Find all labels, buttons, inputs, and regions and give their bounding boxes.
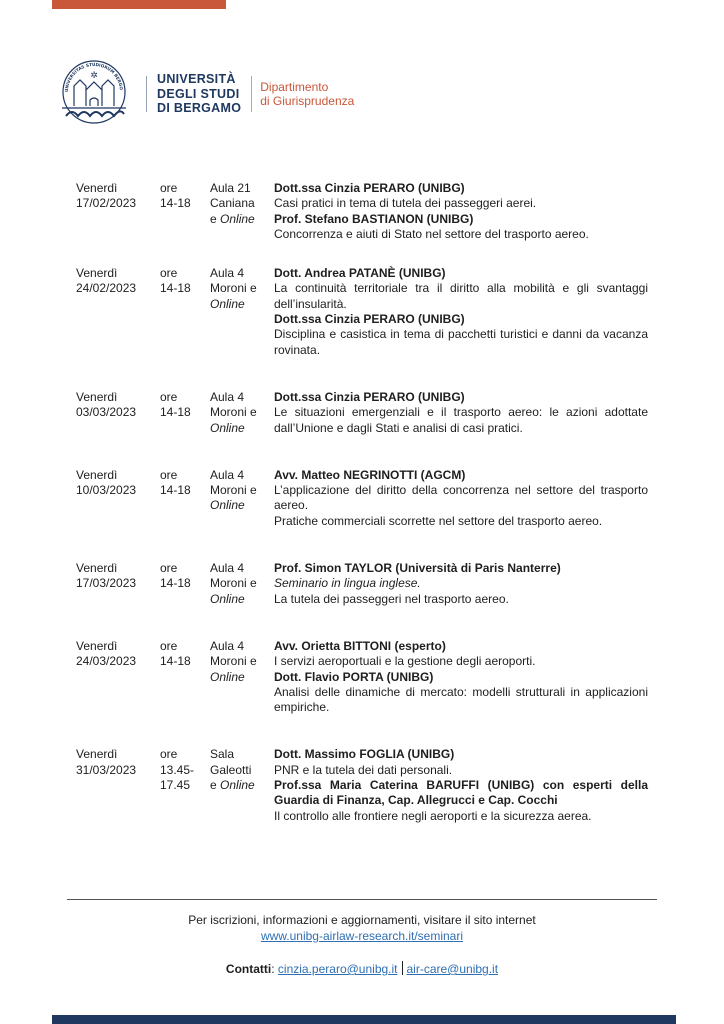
speaker-name: Dott. Flavio PORTA (UNIBG) — [274, 669, 434, 684]
room-online-label: Online — [220, 211, 255, 226]
session-topic: Pratiche commerciali scorrette nel settore del trasporto aereo. — [274, 513, 603, 528]
session-topic: Le situazioni emergenziali e il trasporto aereo: le azioni adottate dall’Unione e dagli Stati e analisi di casi pratici. — [274, 405, 648, 435]
session-room — [210, 561, 274, 607]
speaker-name: Dott.ssa Cinzia PERARO (UNIBG) — [274, 181, 465, 195]
speaker-name: Dott. Massimo FOGLIA (UNIBG) — [274, 747, 455, 762]
session-time-value: 14-18 — [160, 281, 191, 296]
room-line: Moroni e — [210, 281, 257, 296]
session-topic: La tutela dei passeggeri nel trasporto aereo. — [274, 591, 509, 606]
session-date — [76, 390, 160, 436]
session-topic: Analisi delle dinamiche di mercato: modelli strutturali in applicazioni empiriche. — [274, 684, 648, 715]
session-date — [76, 639, 160, 715]
session-time-value: 14-18 — [160, 654, 191, 669]
university-name — [157, 72, 241, 116]
room-online-label: Online — [220, 778, 255, 793]
website-link[interactable]: www.unibg-airlaw-research.it/seminari — [260, 928, 464, 943]
session-time — [160, 639, 210, 715]
room-line: Galeotti — [210, 762, 252, 777]
session-time — [160, 181, 210, 242]
room-line: Moroni e — [210, 654, 257, 669]
room-online — [210, 670, 274, 685]
session-time — [160, 266, 210, 358]
letterhead — [56, 56, 354, 132]
info-text: Per iscrizioni, informazioni e aggiornamenti, visitare il sito internet — [188, 913, 536, 927]
room-online — [210, 592, 274, 607]
schedule-row — [76, 747, 648, 823]
schedule-row — [76, 561, 648, 607]
session-time — [160, 468, 210, 529]
session-note: Seminario in lingua inglese. — [274, 576, 421, 591]
session-topic: Concorrenza e aiuti di Stato nel settore del trasporto aereo. — [274, 226, 589, 241]
session-time-prefix: ore — [160, 181, 178, 195]
email-link-peraro[interactable]: cinzia.peraro@unibg.it — [277, 962, 398, 976]
session-topic: La continuità territoriale tra il diritto alla mobilità e gli svantaggi dell’insularità. — [274, 281, 648, 311]
session-time-prefix: ore — [160, 747, 178, 762]
speaker-name: Prof.ssa Maria Caterina BARUFFI (UNIBG) con esperti della Guardia di Finanza, Cap. Allegrucci e Cap. Cocchi — [274, 778, 648, 808]
header-divider — [251, 76, 252, 112]
footer — [60, 913, 664, 978]
session-date-value: 17/02/2023 — [76, 196, 137, 211]
speaker-name: Prof. Stefano BASTIANON (UNIBG) — [274, 211, 474, 226]
room-line: Aula 4 — [210, 561, 245, 576]
speaker-name: Dott.ssa Cinzia PERARO (UNIBG) — [274, 312, 465, 327]
room-online — [210, 421, 274, 436]
header-divider — [146, 76, 147, 112]
session-time-end: 17.45 — [160, 778, 191, 793]
contacts-separator — [402, 961, 403, 975]
university-seal-logo — [56, 56, 132, 132]
room-online — [210, 212, 274, 227]
university-name-line: UNIVERSITÀ — [157, 72, 236, 87]
university-name-line: DEGLI STUDI — [157, 86, 240, 101]
session-time — [160, 747, 210, 823]
session-date-value: 24/02/2023 — [76, 281, 137, 296]
session-time-prefix: ore — [160, 638, 178, 653]
contacts-line — [60, 961, 664, 978]
session-day: Venerdì — [76, 747, 118, 762]
session-date-value: 24/03/2023 — [76, 654, 137, 669]
session-topic: Il controllo alle frontiere negli aeroporti e la sicurezza aerea. — [274, 808, 592, 823]
room-line: Caniana — [210, 196, 255, 211]
email-link-air-care[interactable]: air-care@unibg.it — [406, 962, 499, 976]
speaker-name: Avv. Matteo NEGRINOTTI (AGCM) — [274, 467, 466, 482]
room-online-label: Online — [210, 420, 245, 435]
session-time-value: 14-18 — [160, 483, 191, 498]
top-accent-bar — [52, 0, 226, 9]
room-line: Moroni e — [210, 405, 257, 420]
schedule-row — [76, 181, 648, 242]
session-time-value: 14-18 — [160, 405, 191, 420]
session-room — [210, 181, 274, 242]
room-online-prefix: e — [210, 778, 221, 793]
speaker-name: Dott.ssa Cinzia PERARO (UNIBG) — [274, 389, 465, 404]
session-day: Venerdì — [76, 266, 118, 281]
contacts-colon: : — [271, 962, 278, 976]
session-date-value: 31/03/2023 — [76, 762, 137, 777]
session-content — [274, 747, 648, 823]
footer-divider — [67, 899, 657, 900]
university-name-line: DI BERGAMO — [157, 101, 242, 116]
session-date-value: 03/03/2023 — [76, 405, 137, 420]
session-topic: L’applicazione del diritto della concorrenza nel settore del trasporto aereo. — [274, 483, 648, 513]
session-topic: PNR e la tutela dei dati personali. — [274, 762, 453, 777]
session-day: Venerdì — [76, 638, 118, 653]
room-line: Aula 4 — [210, 266, 245, 281]
room-online — [210, 778, 274, 793]
session-time-prefix: ore — [160, 561, 178, 576]
bottom-accent-bar — [52, 1015, 676, 1024]
session-time-value: 14-18 — [160, 196, 191, 211]
room-line: Aula 4 — [210, 467, 245, 482]
session-content — [274, 468, 648, 529]
session-content — [274, 639, 648, 715]
session-content — [274, 561, 648, 607]
session-date — [76, 747, 160, 823]
svg-text:UNIVERSITAS STUDIORUM BERGOMEN: UNIVERSITAS STUDIORUM BERGO — [63, 61, 124, 93]
session-time-prefix: ore — [160, 389, 178, 404]
room-line: Moroni e — [210, 483, 257, 498]
session-date — [76, 181, 160, 242]
room-line: Aula 4 — [210, 389, 245, 404]
room-online — [210, 498, 274, 513]
session-content — [274, 181, 648, 242]
session-day: Venerdì — [76, 467, 118, 482]
room-online-label: Online — [210, 296, 245, 311]
speaker-name: Dott. Andrea PATANÈ (UNIBG) — [274, 266, 446, 281]
session-topic: Casi pratici in tema di tutela dei passeggeri aerei. — [274, 196, 537, 211]
room-online-label: Online — [210, 669, 245, 684]
session-room — [210, 747, 274, 823]
session-time — [160, 390, 210, 436]
room-online-label: Online — [210, 498, 245, 513]
seminar-schedule — [76, 181, 648, 824]
session-time-prefix: ore — [160, 266, 178, 281]
session-date — [76, 266, 160, 358]
session-day: Venerdì — [76, 561, 118, 576]
session-content — [274, 390, 648, 436]
session-topic: I servizi aeroportuali e la gestione degli aeroporti. — [274, 654, 536, 669]
schedule-row — [76, 468, 648, 529]
room-line: Sala — [210, 747, 235, 762]
schedule-row — [76, 639, 648, 715]
session-topic: Disciplina e casistica in tema di pacchetti turistici e danni da vacanza rovinata. — [274, 327, 648, 357]
room-line: Aula 21 — [210, 181, 251, 195]
schedule-row — [76, 266, 648, 358]
session-time-prefix: ore — [160, 467, 178, 482]
session-content — [274, 266, 648, 358]
room-line: Aula 4 — [210, 638, 245, 653]
session-time-value: 14-18 — [160, 576, 191, 591]
session-date — [76, 561, 160, 607]
contacts-label: Contatti — [225, 962, 272, 976]
session-room — [210, 266, 274, 358]
room-line: Moroni e — [210, 576, 257, 591]
session-day: Venerdì — [76, 389, 118, 404]
session-time — [160, 561, 210, 607]
session-date-value: 17/03/2023 — [76, 576, 137, 591]
session-date-value: 10/03/2023 — [76, 483, 137, 498]
room-online-prefix: e — [210, 211, 221, 226]
session-room — [210, 390, 274, 436]
session-room — [210, 468, 274, 529]
department-name-line: Dipartimento — [260, 79, 329, 94]
room-online-label: Online — [210, 591, 245, 606]
svg-text:✲: ✲ — [90, 71, 98, 81]
department-name — [260, 80, 354, 109]
session-date — [76, 468, 160, 529]
session-day: Venerdì — [76, 181, 118, 195]
schedule-row — [76, 390, 648, 436]
department-name-line: di Giurisprudenza — [260, 94, 355, 108]
speaker-name: Avv. Orietta BITTONI (esperto) — [274, 638, 446, 653]
room-online — [210, 297, 274, 312]
session-room — [210, 639, 274, 715]
speaker-name: Prof. Simon TAYLOR (Università di Paris Nanterre) — [274, 561, 561, 576]
session-time-value: 13.45- — [160, 762, 195, 777]
